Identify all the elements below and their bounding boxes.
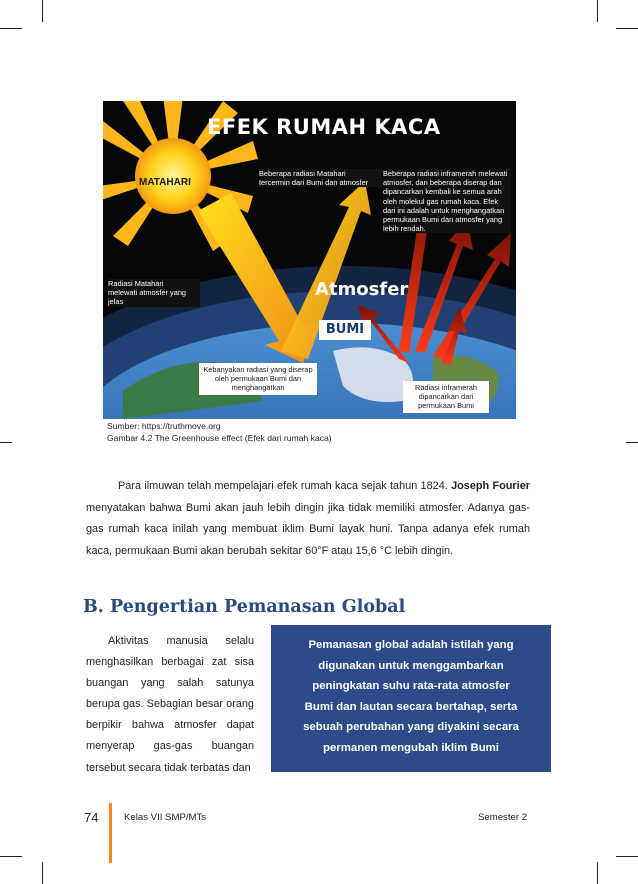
note-solar-passes [108, 279, 200, 307]
note-line: oleh permukaan Bumi dan [214, 374, 302, 384]
note-line: melewati atmosfer yang [108, 288, 187, 298]
note-line: lebih rendah. [383, 224, 426, 234]
page-number: 74 [84, 810, 99, 825]
definition-box [271, 625, 551, 772]
note-infrared-through [383, 169, 511, 233]
crop-mark-bl-v [42, 862, 43, 884]
left-text: Aktivitas manusia selalu menghasilkan berbagai zat sisa buangan yang salah satunya berupa gas. Sebagian besar orang berpikir bahwa atmosfer dapat menyerap gas-gas buangan tersebut secara tidak terbatas dan [86, 635, 254, 774]
greenhouse-figure [103, 101, 516, 419]
crop-mark-br-h [616, 856, 638, 857]
paragraph-text-rest: menyatakan bahwa Bumi akan jauh lebih dingin jika tidak memiliki atmosfer. Adanya gas-gas rumah kaca inilah yang membuat iklim Bumi layak huni. Tanpa adanya efek rumah kaca, permukaan Bumi akan berubah sekitar 60°F atau 15,6 °C lebih dingin. [86, 501, 530, 558]
note-line: dipancarkan dari [418, 392, 474, 402]
note-line: Radiasi inframerah [414, 383, 478, 392]
crop-mark-ml [0, 442, 12, 443]
definition-line: sebuah perubahan yang diyakini secara [303, 721, 519, 734]
note-line: dari ini adalah untuk menghangatkan [383, 205, 505, 215]
note-line: dipancarkan kembali ke semua arah [383, 187, 502, 197]
section-heading: B. Pengertian Pemanasan Global [83, 597, 406, 617]
sun [135, 138, 211, 214]
note-line: menghangatkan [231, 383, 285, 393]
footer-class-label: Kelas VII SMP/MTs [124, 812, 207, 823]
earth-label: BUMI [319, 320, 371, 340]
note-line: tercermin dari Bumi dan atmosfer [259, 178, 369, 188]
intro-paragraph [86, 476, 530, 563]
note-line: Beberapa radiasi inframerah melewati [383, 169, 508, 178]
crop-mark-tl-h [0, 28, 22, 29]
definition-line: permanen mengubah iklim Bumi [323, 741, 499, 754]
figure-title: EFEK RUMAH KACA [207, 115, 441, 139]
figure-source: Sumber: https://truthmove.org [107, 421, 221, 431]
crop-mark-br-v [597, 862, 598, 884]
definition-line: peningkatan suhu rata-rata atmosfer [312, 680, 510, 693]
crop-mark-tl-v [42, 0, 43, 22]
footer-divider [109, 803, 112, 863]
note-reflected-radiation [259, 169, 385, 187]
figure-caption: Gambar 4.2 The Greenhouse effect (Efek dari rumah kaca) [107, 433, 332, 443]
crop-mark-tr-h [616, 28, 638, 29]
section-left-text [86, 631, 254, 779]
note-infrared-emitted [403, 381, 489, 413]
crop-mark-bl-h [0, 856, 22, 857]
paragraph-text-start: Para ilmuwan telah mempelajari efek rumah kaca sejak tahun 1824. [118, 480, 448, 492]
sun-label: MATAHARI [139, 177, 191, 188]
note-line: permukaan Bumi [418, 401, 474, 411]
crop-mark-tr-v [597, 0, 598, 22]
atmosphere-label: Atmosfer [315, 279, 409, 300]
note-line: atmosfer, dan beberapa diserap dan [383, 178, 502, 188]
scientist-name: Joseph Fourier [451, 480, 530, 492]
definition-line: Bumi dan lautan secara bertahap, serta [304, 700, 518, 713]
note-absorbed [199, 363, 317, 395]
crop-mark-mr [626, 442, 638, 443]
note-line: jelas [108, 297, 124, 307]
note-line: permukaan Bumi dan atmosfer yang [383, 215, 503, 225]
note-line: Kebanyakan radiasi yang diserap [203, 365, 313, 374]
note-line: oleh molekul gas rumah kaca. Efek [383, 196, 499, 206]
footer-semester-label: Semester 2 [478, 812, 528, 823]
note-line: Beberapa radiasi Matahari [259, 169, 346, 178]
note-line: Radiasi Matahari [108, 279, 164, 288]
definition-line: Pemanasan global adalah istilah yang [308, 639, 514, 651]
definition-line: digunakan untuk menggambarkan [318, 659, 504, 672]
